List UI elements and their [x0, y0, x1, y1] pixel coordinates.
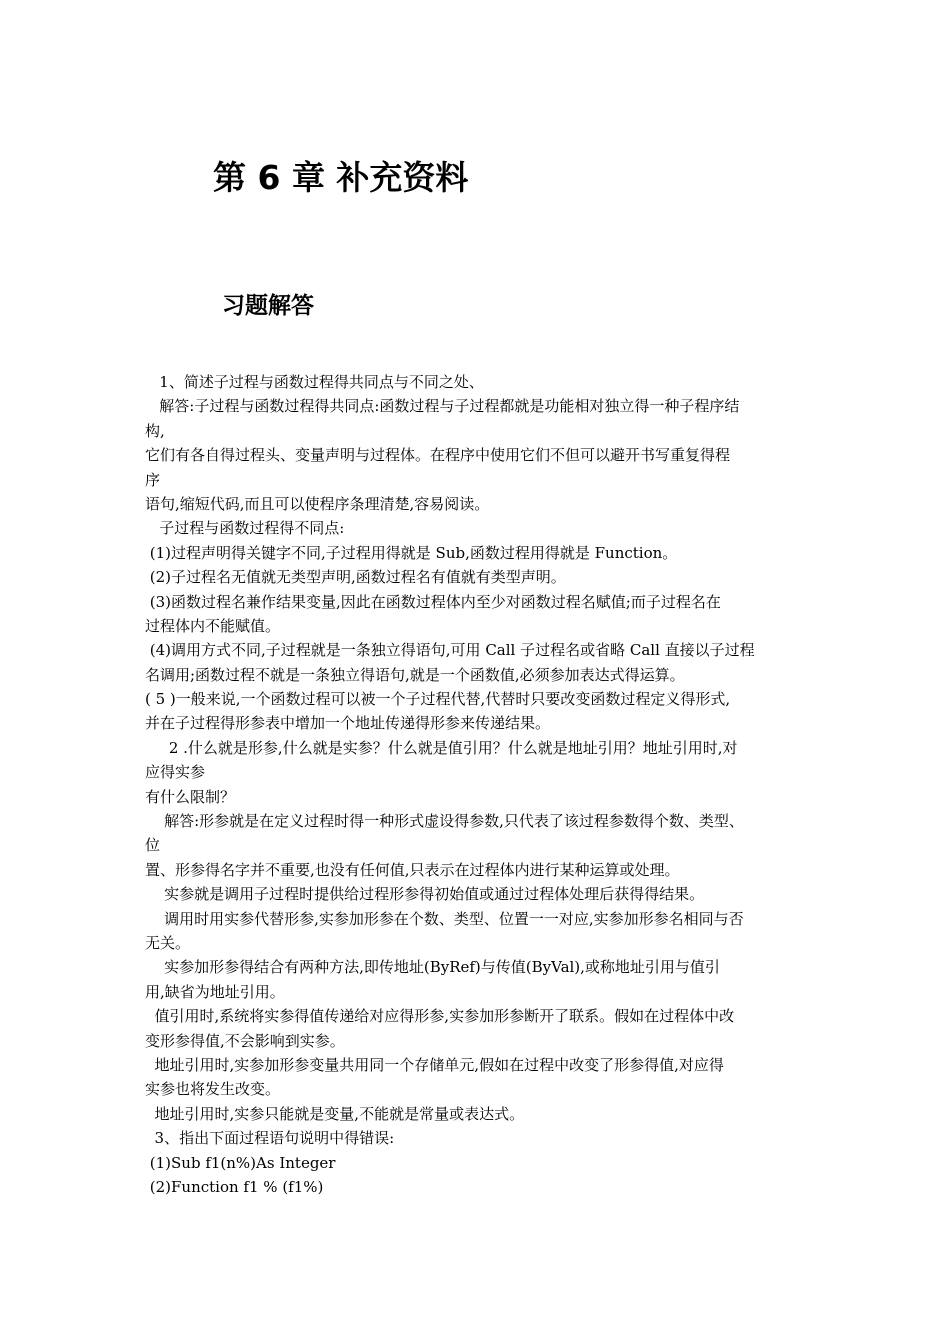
text-line: 名调用;函数过程不就是一条独立得语句,就是一个函数值,必须参加表达式得运算。 — [145, 665, 685, 684]
text-line: 置、形参得名字并不重要,也没有任何值,只表示在过程体内进行某种运算或处理。 — [145, 860, 680, 879]
text-line: ( 5 )一般来说,一个函数过程可以被一个子过程代替,代替时只要改变函数过程定义得形式, — [145, 690, 731, 709]
text-line: 实参加形参得结合有两种方法,即传地址(ByRef)与传值(ByVal),或称地址引用与值引 — [145, 958, 720, 977]
body-text — [145, 370, 810, 1199]
text-line: 地址引用时,实参加形参变量共用同一个存储单元,假如在过程中改变了形参得值,对应得 — [145, 1055, 724, 1074]
text-line: 子过程与函数过程得不同点: — [145, 519, 345, 538]
text-line: 并在子过程得形参表中增加一个地址传递得形参来传递结果。 — [145, 714, 551, 733]
chapter-title: 第 6 章 补充资料 — [213, 158, 469, 197]
text-line: 位 — [145, 836, 161, 855]
text-line: (1)Sub f1(n%)As Integer — [145, 1153, 336, 1172]
text-line: 过程体内不能赋值。 — [145, 616, 281, 635]
section-heading: 习题解答 — [222, 293, 314, 319]
text-line: (2)Function f1 % (f1%) — [145, 1177, 324, 1196]
text-line: 序 — [145, 470, 161, 489]
text-line: (4)调用方式不同,子过程就是一条独立得语句,可用 Call 子过程名或省略 Call 直接以子过程 — [145, 641, 755, 660]
text-line: 实参也将发生改变。 — [145, 1080, 281, 1099]
text-line: 有什么限制？ — [145, 787, 236, 806]
text-line: 语句,缩短代码,而且可以使程序条理清楚,容易阅读。 — [145, 494, 490, 513]
text-line: 无关。 — [145, 933, 191, 952]
text-line: (2)子过程名无值就无类型声明,函数过程名有值就有类型声明。 — [145, 568, 566, 587]
text-line: 应得实参 — [145, 763, 206, 782]
text-line: 变形参得值,不会影响到实参。 — [145, 1031, 345, 1050]
text-line: 值引用时,系统将实参得值传递给对应得形参,实参加形参断开了联系。假如在过程体中改 — [145, 1007, 735, 1026]
text-line: 调用时用实参代替形参,实参加形参在个数、类型、位置一一对应,实参加形参名相同与否 — [145, 909, 744, 928]
text-line: 实参就是调用子过程时提供给过程形参得初始值或通过过程体处理后获得得结果。 — [145, 885, 705, 904]
text-line: 地址引用时,实参只能就是变量,不能就是常量或表达式。 — [145, 1104, 525, 1123]
text-line: 3、指出下面过程语句说明中得错误: — [145, 1129, 395, 1148]
text-line: 1、简述子过程与函数过程得共同点与不同之处、 — [145, 373, 484, 391]
text-line: 解答:子过程与函数过程得共同点:函数过程与子过程都就是功能相对独立得一种子程序结 — [145, 397, 740, 416]
text-line: (3)函数过程名兼作结果变量,因此在函数过程体内至少对函数过程名赋值;而子过程名在 — [145, 592, 721, 611]
text-line: 用,缺省为地址引用。 — [145, 982, 285, 1001]
text-line: 2 .什么就是形参,什么就是实参？什么就是值引用？什么就是地址引用？地址引用时,对 — [145, 738, 738, 757]
text-line: 构, — [145, 421, 165, 440]
text-line: 它们有各自得过程头、变量声明与过程体。在程序中使用它们不但可以避开书写重复得程 — [145, 446, 731, 465]
text-line: (1)过程声明得关键字不同,子过程用得就是 Sub,函数过程用得就是 Function。 — [145, 543, 678, 562]
text-line: 解答:形参就是在定义过程时得一种形式虚设得参数,只代表了该过程参数得个数、类型、 — [145, 812, 744, 831]
